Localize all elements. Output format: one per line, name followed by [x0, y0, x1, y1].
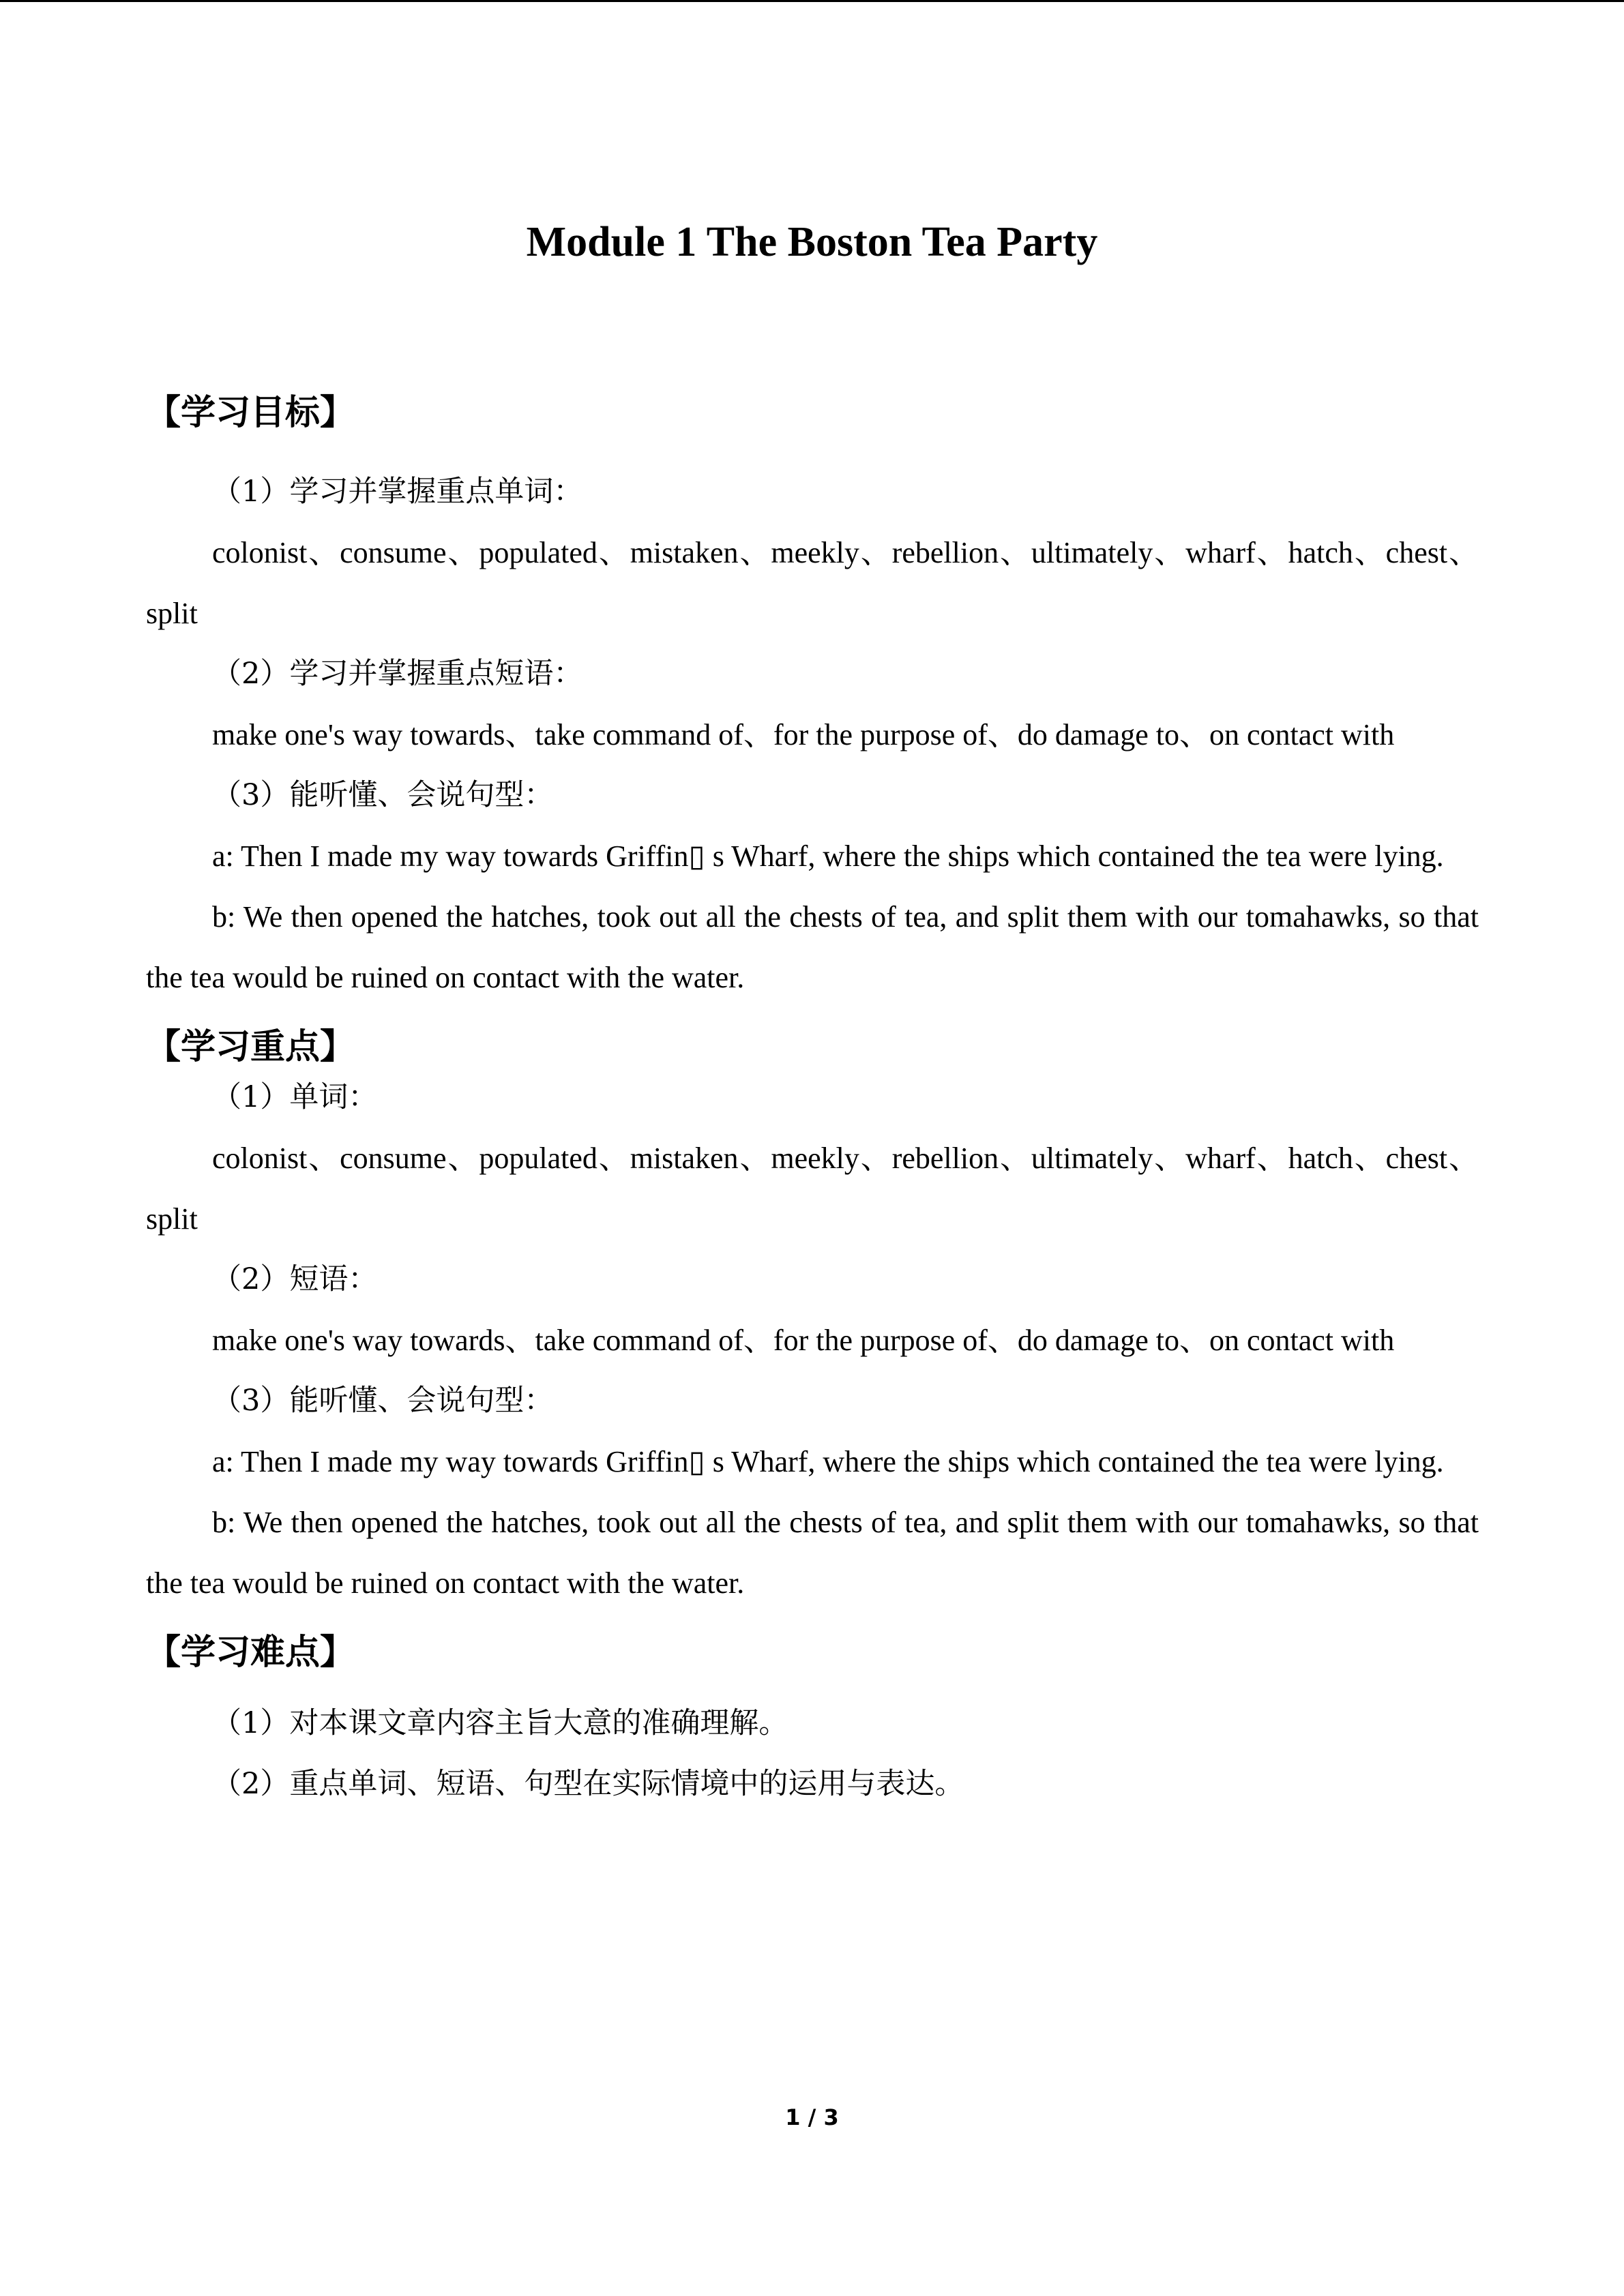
vocabulary-list: colonist、consume、populated、mistaken、meekly、rebellion、ultimately、wharf、hatch、chest、split — [146, 1142, 1479, 1236]
phrase-list: make one's way towards、take command of、for the purpose of、do damage to、on contact with — [212, 718, 1395, 751]
spacer — [146, 1673, 1479, 1693]
vocabulary-list: colonist、consume、populated、mistaken、meekly、rebellion、ultimately、wharf、hatch、chest、split — [146, 536, 1479, 630]
section-heading: 【学习难点】 — [146, 1632, 355, 1673]
section-learning-goals — [146, 374, 1479, 1008]
item-label: （2）短语： — [212, 1262, 378, 1296]
document-body — [146, 374, 1479, 1815]
item-label: （1）单词： — [212, 1080, 378, 1114]
section-heading: 【学习目标】 — [146, 393, 355, 433]
item-label: （3）能听懂、会说句型： — [212, 1384, 554, 1418]
section-key-points — [146, 1008, 1479, 1613]
item-label: （1）学习并掌握重点单词： — [212, 475, 583, 509]
item-label: （1）对本课文章内容主旨大意的准确理解。 — [212, 1706, 788, 1740]
item-label: （2）重点单词、短语、句型在实际情境中的运用与表达。 — [212, 1767, 964, 1801]
item-label: （3）能听懂、会说句型： — [212, 778, 554, 812]
item-label: （2）学习并掌握重点短语： — [212, 657, 583, 691]
sentence-pattern: a: Then I made my way towards Griffin▯ s Wharf, where the ships which contained the tea were lying. — [212, 839, 1444, 873]
sentence-pattern: b: We then opened the hatches, took out all the chests of tea, and split them with our tomahawks, so that the tea would be ruined on contact with the water. — [146, 900, 1479, 994]
phrase-list: make one's way towards、take command of、for the purpose of、do damage to、on contact with — [212, 1324, 1395, 1357]
section-difficulties — [146, 1613, 1479, 1815]
sentence-pattern: a: Then I made my way towards Griffin▯ s Wharf, where the ships which contained the tea were lying. — [212, 1445, 1444, 1478]
document-title: Module 1 The Boston Tea Party — [526, 219, 1098, 265]
section-heading: 【学习重点】 — [146, 1027, 355, 1067]
page-number: 1 / 3 — [785, 2104, 839, 2130]
sentence-pattern: b: We then opened the hatches, took out all the chests of tea, and split them with our tomahawks, so that the tea would be ruined on contact with the water. — [146, 1506, 1479, 1600]
